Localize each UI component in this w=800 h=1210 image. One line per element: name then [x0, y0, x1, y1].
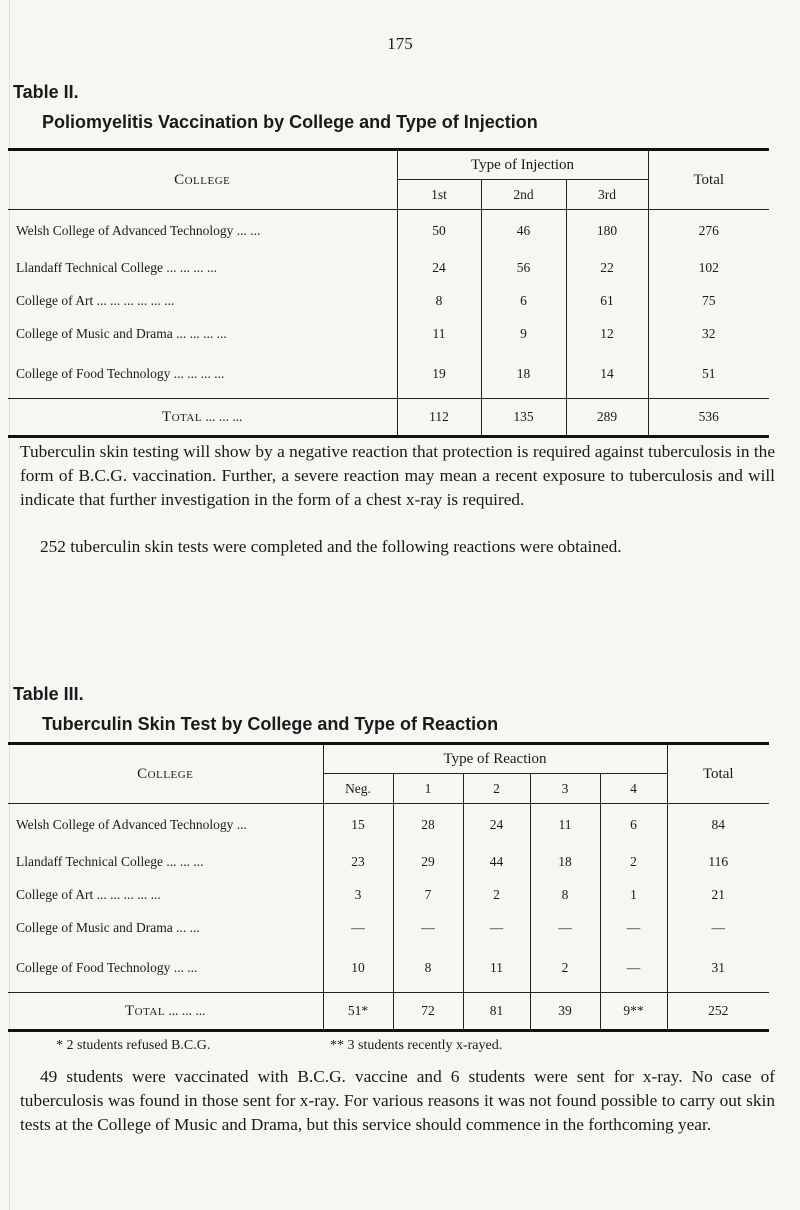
total-label: Total [161, 408, 203, 425]
table-row [8, 252, 769, 285]
table-row [8, 912, 769, 945]
value-cell: 14 [566, 351, 648, 399]
leader-dots: ... ... [233, 222, 261, 238]
table-row [8, 846, 769, 879]
value-cell: 28 [393, 804, 463, 846]
college-name-cell [8, 285, 397, 318]
value-cell: 8 [393, 945, 463, 993]
table2-group-header: Type of Injection [397, 150, 648, 180]
leader-dots: ... [233, 816, 247, 832]
value-cell: 8 [397, 285, 481, 318]
value-cell: — [600, 912, 667, 945]
value-cell: 19 [397, 351, 481, 399]
value-cell: — [323, 912, 393, 945]
value-cell: 22 [566, 252, 648, 285]
value-cell: 6 [600, 804, 667, 846]
total-label-cell [8, 993, 323, 1031]
college-name-cell [8, 252, 397, 285]
value-cell: 18 [530, 846, 600, 879]
table2-total-header: Total [648, 150, 769, 210]
total-value-cell: 32 [702, 326, 716, 341]
total-row [8, 399, 769, 437]
table-row [8, 318, 769, 351]
value-cell: 24 [397, 252, 481, 285]
college-name: College of Music and Drama [16, 326, 173, 341]
table2-subheader: 3rd [566, 180, 648, 210]
table2-college-header: College [8, 150, 397, 210]
table3-subheader: 3 [530, 774, 600, 804]
value-cell: 10 [323, 945, 393, 993]
value-cell: 56 [481, 252, 566, 285]
leader-dots: ... ... ... ... [172, 326, 227, 341]
paragraph-tuberculin-intro: Tuberculin skin testing will show by a negative reaction that protection is required against tuberculosis in the form of B.C.G. vaccination. Further, a severe reaction may mean a recent exposure to tuberculosis and will indicate that further investigation in the form of a chest x-ray is required. [20, 442, 775, 509]
value-cell: 11 [530, 804, 600, 846]
total-value-cell: 276 [698, 222, 719, 238]
value-cell: 180 [566, 210, 648, 252]
table3-caption: Tuberculin Skin Test by College and Type of Reaction [42, 714, 499, 734]
total-value-cell: 31 [711, 960, 725, 976]
value-cell: — [530, 912, 600, 945]
total-row [8, 993, 769, 1031]
leader-dots: ... ... ... ... [163, 260, 217, 275]
table2-body [8, 210, 769, 437]
college-name: Welsh College of Advanced Technology [16, 222, 234, 238]
total-label-cell [8, 399, 397, 437]
table-row [8, 351, 769, 399]
value-cell: 24 [463, 804, 530, 846]
value-cell: 51* [323, 993, 393, 1031]
value-cell: 81 [463, 993, 530, 1031]
value-cell: 72 [393, 993, 463, 1031]
table3-subheader: 4 [600, 774, 667, 804]
value-cell: 9** [600, 993, 667, 1031]
value-cell: 61 [566, 285, 648, 318]
value-cell: — [393, 912, 463, 945]
value-cell: 7 [393, 879, 463, 912]
table2-caption: Poliomyelitis Vaccination by College and Type of Injection [42, 112, 538, 132]
college-name-cell [8, 210, 397, 252]
page-number: 175 [387, 34, 413, 53]
value-cell: — [463, 912, 530, 945]
total-value-cell: 51 [702, 366, 716, 382]
college-name-cell [8, 804, 323, 846]
college-name-cell [8, 945, 323, 993]
value-cell: — [600, 945, 667, 993]
college-name-cell [8, 846, 323, 879]
total-value-cell: 116 [708, 854, 729, 869]
value-cell: 23 [323, 846, 393, 879]
leader-dots: ... ... ... [163, 854, 204, 869]
footnote-refused-bcg: * 2 students refused B.C.G. [56, 1038, 211, 1053]
table3-subheader: 2 [463, 774, 530, 804]
table3-college-header: College [8, 744, 323, 804]
total-value-cell: 84 [711, 816, 725, 832]
value-cell: 2 [600, 846, 667, 879]
college-name-cell [8, 879, 323, 912]
table3 [8, 742, 769, 1032]
value-cell: 15 [323, 804, 393, 846]
table2 [8, 148, 769, 438]
table2-label: Table II. [13, 82, 79, 102]
leader-dots: ... ... ... ... ... [93, 887, 161, 902]
value-cell: 9 [481, 318, 566, 351]
leader-dots: ... ... ... ... ... ... [93, 293, 175, 308]
value-cell: 29 [393, 846, 463, 879]
total-label: Total [124, 1002, 166, 1019]
value-cell: 1 [600, 879, 667, 912]
value-cell: 18 [481, 351, 566, 399]
total-value-cell: 102 [698, 260, 719, 275]
college-name-cell [8, 318, 397, 351]
value-cell: 2 [530, 945, 600, 993]
table3-group-header: Type of Reaction [323, 744, 667, 774]
college-name: College of Food Technology [16, 960, 171, 976]
paragraph-tests-completed: 252 tuberculin skin tests were completed and the following reactions were obtained. [40, 537, 622, 556]
leader-dots: ... ... ... [202, 408, 243, 424]
total-value-cell: — [711, 920, 725, 935]
value-cell: 39 [530, 993, 600, 1031]
leader-dots: ... ... [170, 960, 198, 976]
college-name: College of Food Technology [16, 366, 171, 382]
leader-dots: ... ... [172, 920, 200, 935]
paragraph-vaccination-summary: 49 students were vaccinated with B.C.G. vaccine and 6 students were sent for x-ray. No case of tuberculosis was found in those sent for x-ray. For various reasons it was not found possible to carry out skin tests at the College of Music and Drama, but this service should commence in the forthcoming year. [20, 1067, 775, 1134]
value-cell: 6 [481, 285, 566, 318]
table3-label: Table III. [13, 684, 84, 704]
footnote-recently-xrayed: ** 3 students recently x-rayed. [330, 1038, 503, 1053]
table-row [8, 285, 769, 318]
table2-subheader: 2nd [481, 180, 566, 210]
table3-subheader: Neg. [323, 774, 393, 804]
value-cell: 44 [463, 846, 530, 879]
college-name: Welsh College of Advanced Technology [16, 816, 234, 832]
college-name: Llandaff Technical College [16, 854, 163, 869]
table3-subheader: 1 [393, 774, 463, 804]
table3-total-header: Total [667, 744, 769, 804]
value-cell: 3 [323, 879, 393, 912]
leader-dots: ... ... ... ... [170, 366, 225, 382]
table-row [8, 804, 769, 846]
total-value-cell: 536 [648, 399, 769, 437]
college-name: College of Music and Drama [16, 920, 173, 935]
value-cell: 11 [397, 318, 481, 351]
value-cell: 8 [530, 879, 600, 912]
college-name: College of Art [16, 887, 94, 902]
total-value-cell: 75 [702, 293, 716, 308]
table2-subheader: 1st [397, 180, 481, 210]
total-value-cell: 252 [667, 993, 769, 1031]
total-value-cell: 21 [711, 887, 725, 902]
college-name: Llandaff Technical College [16, 260, 163, 275]
value-cell: 135 [481, 399, 566, 437]
table-row [8, 945, 769, 993]
college-name-cell [8, 912, 323, 945]
value-cell: 11 [463, 945, 530, 993]
value-cell: 12 [566, 318, 648, 351]
value-cell: 289 [566, 399, 648, 437]
leader-dots: ... ... ... [165, 1002, 206, 1018]
table3-body [8, 804, 769, 1031]
value-cell: 50 [397, 210, 481, 252]
value-cell: 2 [463, 879, 530, 912]
value-cell: 112 [397, 399, 481, 437]
value-cell: 46 [481, 210, 566, 252]
table-row [8, 210, 769, 252]
college-name: College of Art [16, 293, 94, 308]
table-row [8, 879, 769, 912]
college-name-cell [8, 351, 397, 399]
